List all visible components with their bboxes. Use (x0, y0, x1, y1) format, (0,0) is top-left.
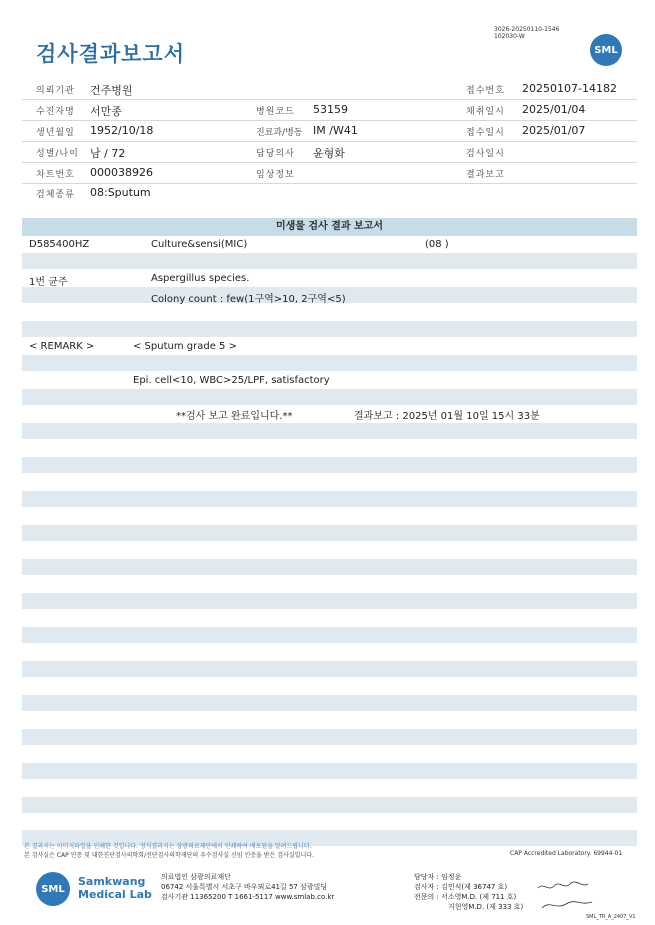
report-time: 결과보고 : 2025년 01월 10일 15시 33분 (354, 411, 540, 422)
chart-no-value: 000038926 (90, 166, 153, 179)
document-number (494, 26, 559, 40)
stripe (22, 321, 637, 337)
specialist-2: 지현영M.D. (제 333 호) (448, 903, 524, 911)
stripe (22, 525, 637, 541)
organism-number: 1번 균주 (29, 277, 68, 288)
stripe (22, 253, 637, 269)
epi-cell-result: Epi. cell<10, WBC>25/LPF, satisfactory (133, 375, 330, 386)
organism-name: Aspergillus species. (151, 273, 250, 284)
patient-value: 서만종 (90, 105, 122, 118)
organization-info (161, 872, 334, 902)
chart-no-label: 차트번호 (36, 170, 75, 180)
stripe (22, 559, 637, 575)
sml-footer-logo-icon: SML (36, 872, 70, 906)
stripe (22, 763, 637, 779)
hospital-code-value: 53159 (313, 103, 348, 116)
remark-value: < Sputum grade 5 > (133, 341, 237, 352)
sex-age-value: 남 / 72 (90, 147, 126, 160)
receipt-date-value: 2025/01/07 (522, 124, 586, 137)
stripe (22, 695, 637, 711)
organization-contact: 검사기관 11365200 T 1661-5117 www.smlab.co.kr (161, 893, 335, 901)
info-row-4 (22, 142, 637, 163)
brand-name (78, 875, 152, 901)
report-label: 결과보고 (466, 170, 505, 180)
receipt-no-label: 접수번호 (466, 86, 505, 96)
institution-value: 건주병원 (90, 84, 133, 97)
stripe (22, 627, 637, 643)
info-row-5 (22, 163, 637, 184)
doctor-label: 담당의사 (256, 149, 295, 159)
receipt-no-value: 20250107-14182 (522, 82, 617, 95)
manager: 담당자 : 임정윤 (414, 873, 462, 881)
colony-count: Colony count : few(1구역>10, 2구역<5) (151, 294, 346, 305)
hospital-code-label: 병원코드 (256, 107, 295, 117)
stripe (22, 797, 637, 813)
info-row-3 (22, 121, 637, 142)
clinical-info-label: 임상정보 (256, 170, 295, 180)
organization-name: 의료법인 삼광의료재단 (161, 873, 231, 881)
dept-label: 진료과/병동 (256, 128, 303, 138)
tester: 검사자 : 김민식(제 36747 호) (414, 883, 508, 891)
print-notice: 본 결과지는 이미지파일을 인쇄한 것입니다. 정식결과지는 삼광의료재단에서 인쇄하여 배포됨을 알려드립니다. (24, 843, 312, 850)
stripe (22, 661, 637, 677)
dept-value: IM /W41 (313, 124, 358, 137)
staff-info (414, 872, 523, 912)
stripe (22, 355, 637, 371)
birth-label: 생년월일 (36, 128, 75, 138)
receipt-date-label: 접수일시 (466, 128, 505, 138)
test-name: Culture&sensi(MIC) (151, 239, 248, 250)
birth-value: 1952/10/18 (90, 124, 154, 137)
stripe (22, 491, 637, 507)
doctor-value: 윤형화 (313, 147, 345, 160)
document-number-line-1: 3026-20250110-1546 (494, 26, 560, 33)
test-code: D585400HZ (29, 239, 90, 250)
specimen-value: 08:Sputum (90, 186, 151, 199)
document-number-line-2: 102030-W (494, 33, 525, 40)
stripe (22, 593, 637, 609)
stripe (22, 423, 637, 439)
stripe (22, 729, 637, 745)
info-row-6 (22, 183, 637, 203)
signature-icon (536, 878, 596, 912)
report-title: 검사결과보고서 (36, 42, 186, 66)
section-title: 미생물 검사 결과 보고서 (275, 221, 384, 232)
test-number: (08 ) (425, 239, 449, 250)
info-row-2 (22, 100, 637, 121)
report-complete: **검사 보고 완료입니다.** (176, 411, 293, 422)
certification-notice: 본 검사실은 CAP 인증 및 대한진단검사의학회/진단검사의학재단의 우수검사실 신임 인증을 받은 검사실입니다. (24, 852, 314, 859)
sex-age-label: 성별/나이 (36, 149, 79, 159)
cap-accreditation: CAP Accredited Laboratory. 69944-01 (510, 850, 623, 857)
info-row-1 (22, 79, 637, 100)
collect-date-label: 채취일시 (466, 107, 505, 117)
organization-address: 06742 서울특별시 서초구 바우뫼로41길 57 삼광빌딩 (161, 883, 328, 891)
test-date-label: 검사일시 (466, 149, 505, 159)
remark-label: < REMARK > (29, 341, 95, 352)
stripe (22, 389, 637, 405)
specimen-label: 검체종류 (36, 190, 75, 200)
institution-label: 의뢰기관 (36, 86, 75, 96)
collect-date-value: 2025/01/04 (522, 103, 586, 116)
stripe (22, 457, 637, 473)
sml-logo-icon: SML (590, 34, 622, 66)
specialist-1: 전문의 : 서소영M.D. (제 711 호) (414, 893, 517, 901)
brand-name-line-2: Medical Lab (78, 888, 152, 901)
brand-name-line-1: Samkwang (78, 875, 146, 888)
form-code: SML_TR_A_2407_V1 (586, 914, 636, 920)
patient-label: 수진자명 (36, 107, 75, 117)
